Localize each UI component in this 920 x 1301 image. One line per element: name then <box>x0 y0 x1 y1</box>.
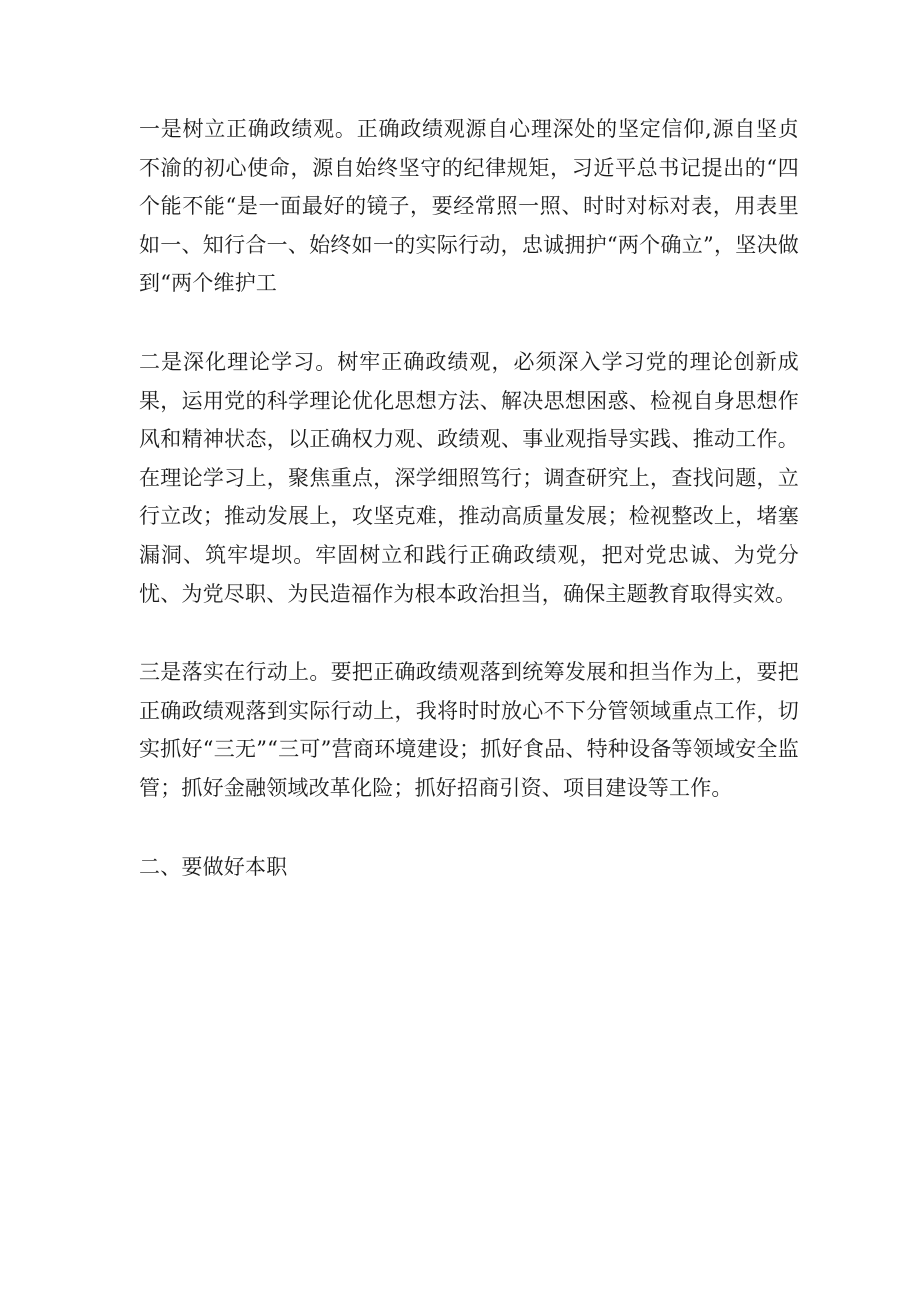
document-body <box>139 110 799 926</box>
section-heading-do-duty-well: 二、要做好本职 <box>139 854 288 879</box>
paragraph-theory-study: 二是深化理论学习。树牢正确政绩观，必须深入学习党的理论创新成果，运用党的科学理论优化思想方法、解决思想困惑、检视自身思想作风和精神状态，以正确权力观、政绩观、事业观指导实践、推动工作。在理论学习上，聚焦重点，深学细照笃行；调查研究上，查找问题，立行立改；推动发展上，攻坚克难，推动高质量发展；检视整改上，堵塞漏洞、筑牢堤坝。牢固树立和践行正确政绩观，把对党忠诚、为党分忧、为党尽职、为民造福作为根本政治担当，确保主题教育取得实效。 <box>139 349 799 606</box>
paragraph-establish-performance-view: 一是树立正确政绩观。正确政绩观源自心理深处的坚定信仰,源自坚贞不渝的初心使命，源自始终坚守的纪律规矩，习近平总书记提出的“四个能不能“是一面最好的镜子，要经常照一照、时时对标对表，用表里如一、知行合一、始终如一的实际行动，忠诚拥护“两个确立”，坚决做到“两个维护工 <box>139 117 799 296</box>
paragraph-implement-action: 三是落实在行动上。要把正确政绩观落到统筹发展和担当作为上，要把正确政绩观落到实际行动上，我将时时放心不下分管领域重点工作，切实抓好“三无”“三可”营商环境建设；抓好食品、特种设备等领域安全监管；抓好金融领域改革化险；抓好招商引资、项目建设等工作。 <box>139 660 799 800</box>
